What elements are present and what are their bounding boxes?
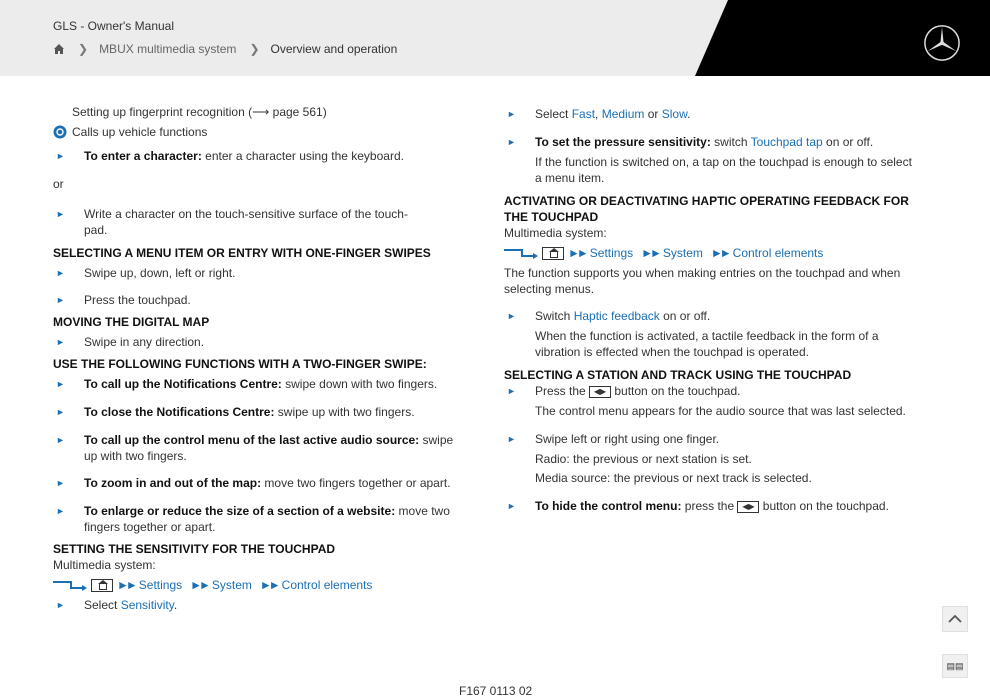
forward-arrows-icon: ►► bbox=[568, 246, 586, 260]
mercedes-star-logo bbox=[923, 24, 961, 62]
bold-label: To hide the control menu: bbox=[535, 499, 682, 513]
list-item bbox=[53, 334, 463, 350]
multimedia-system-label: Multimedia system: bbox=[53, 558, 156, 572]
bullet-arrow-icon: ► bbox=[507, 137, 516, 147]
fingerprint-line: Setting up fingerprint recognition (⟶ page 561) bbox=[72, 105, 327, 119]
list-item bbox=[504, 431, 918, 486]
item-text: swipe down with two fingers. bbox=[281, 377, 438, 391]
forward-arrows-icon: ►► bbox=[117, 578, 135, 592]
forward-arrows-icon: ►► bbox=[259, 578, 278, 592]
bullet-arrow-icon: ► bbox=[56, 151, 65, 161]
multimedia-system-label: Multimedia system: bbox=[504, 226, 607, 240]
bullet-arrow-icon: ► bbox=[56, 295, 65, 305]
sensitivity-link[interactable]: Sensitivity bbox=[120, 598, 174, 612]
bullet-arrow-icon: ► bbox=[507, 311, 516, 321]
list-item bbox=[504, 308, 918, 360]
option-slow[interactable]: Slow bbox=[661, 107, 688, 121]
item-note: Radio: the previous or next station is set. bbox=[535, 452, 752, 466]
list-item bbox=[53, 597, 463, 613]
item-text: Swipe up, down, left or right. bbox=[84, 266, 236, 280]
chevron-up-icon bbox=[943, 607, 967, 631]
bold-label: To enlarge or reduce the size of a section of a website: bbox=[84, 504, 396, 518]
forward-arrows-icon: ►► bbox=[710, 246, 729, 260]
bullet-arrow-icon: ► bbox=[507, 386, 516, 396]
bullet-arrow-icon: ► bbox=[507, 501, 516, 511]
forward-arrows-icon: ►► bbox=[641, 246, 659, 260]
bullet-arrow-icon: ► bbox=[56, 435, 65, 445]
list-item bbox=[53, 376, 463, 392]
item-text: Select bbox=[84, 598, 121, 612]
path-system[interactable]: System bbox=[662, 246, 703, 260]
item-text: on or off. bbox=[822, 135, 874, 149]
menu-path bbox=[504, 245, 918, 261]
item-text: enter a character using the keyboard. bbox=[201, 149, 404, 163]
bullet-arrow-icon: ► bbox=[507, 434, 516, 444]
chevron-right-icon: ❯ bbox=[78, 42, 89, 56]
menu-path-arrow-icon bbox=[504, 247, 538, 259]
list-item bbox=[504, 383, 918, 419]
item-note: Media source: the previous or next track is selected. bbox=[535, 471, 812, 485]
item-text: Press the touchpad. bbox=[84, 293, 191, 307]
list-item bbox=[53, 265, 463, 281]
item-text: press the bbox=[681, 499, 738, 513]
item-text: button on the touchpad. bbox=[611, 384, 741, 398]
list-item bbox=[53, 148, 463, 164]
right-column bbox=[504, 104, 918, 514]
touchpad-tap-link[interactable]: Touchpad tap bbox=[750, 135, 823, 149]
menu-path-arrow-icon bbox=[53, 579, 87, 591]
chevron-right-icon: ❯ bbox=[249, 42, 260, 56]
list-item bbox=[53, 475, 463, 491]
section-heading: MOVING THE DIGITAL MAP bbox=[53, 315, 210, 329]
home-icon[interactable] bbox=[53, 43, 65, 55]
item-note: If the function is switched on, a tap on the touchpad is enough to select a menu item. bbox=[535, 155, 912, 185]
bullet-arrow-icon: ► bbox=[56, 407, 65, 417]
item-text: or bbox=[644, 107, 662, 121]
bullet-arrow-icon: ► bbox=[56, 478, 65, 488]
item-note: The control menu appears for the audio source that was last selected. bbox=[535, 404, 906, 418]
item-text: move two fingers together or apart. bbox=[84, 504, 450, 534]
item-text: Swipe in any direction. bbox=[84, 335, 205, 349]
breadcrumb-mbux[interactable]: MBUX multimedia system bbox=[99, 42, 237, 56]
bullet-arrow-icon: ► bbox=[507, 109, 516, 119]
list-item bbox=[504, 498, 918, 514]
breadcrumb bbox=[53, 42, 397, 56]
section-heading: SELECTING A STATION AND TRACK USING THE TOUCHPAD bbox=[504, 368, 852, 382]
item-note: When the function is activated, a tactile feedback in the form of a vibration is effected when the touchpad is operated. bbox=[535, 329, 879, 359]
breadcrumb-current[interactable]: Overview and operation bbox=[270, 42, 398, 56]
bold-label: To set the pressure sensitivity: bbox=[535, 135, 711, 149]
bold-label: To enter a character: bbox=[84, 149, 202, 163]
supports-text: The function supports you when making entries on the touchpad and when selecting menus. bbox=[504, 266, 901, 296]
haptic-feedback-link[interactable]: Haptic feedback bbox=[573, 309, 660, 323]
item-text: , bbox=[595, 107, 602, 121]
left-column bbox=[53, 104, 463, 613]
path-control-elements[interactable]: Control elements bbox=[281, 578, 373, 592]
home-button-icon bbox=[91, 579, 113, 592]
path-settings[interactable]: Settings bbox=[138, 578, 183, 592]
header-bar bbox=[0, 0, 990, 76]
bullet-arrow-icon: ► bbox=[56, 379, 65, 389]
section-heading: SELECTING A MENU ITEM OR ENTRY WITH ONE-FINGER SWIPES bbox=[53, 246, 431, 260]
path-system[interactable]: System bbox=[211, 578, 252, 592]
skip-button-icon: ◀▶ bbox=[737, 501, 759, 513]
section-heading: USE THE FOLLOWING FUNCTIONS WITH A TWO-FINGER SWIPE: bbox=[53, 357, 427, 371]
pdf-button[interactable] bbox=[942, 654, 968, 678]
list-item bbox=[53, 292, 463, 308]
list-item bbox=[53, 432, 463, 464]
vehicle-functions-line bbox=[53, 124, 463, 140]
option-medium[interactable]: Medium bbox=[601, 107, 645, 121]
forward-arrows-icon: ►► bbox=[190, 578, 208, 592]
path-settings[interactable]: Settings bbox=[589, 246, 634, 260]
list-item bbox=[504, 134, 918, 186]
home-button-icon bbox=[542, 247, 564, 260]
item-text: Swipe left or right using one finger. bbox=[535, 432, 720, 446]
scroll-to-top-button[interactable] bbox=[942, 606, 968, 632]
list-item bbox=[53, 503, 463, 535]
bold-label: To call up the control menu of the last active audio source: bbox=[84, 433, 420, 447]
item-text: move two fingers together or apart. bbox=[261, 476, 451, 490]
figure-code: F167 0113 02 bbox=[459, 684, 533, 698]
item-text: Select bbox=[535, 107, 572, 121]
section-heading: ACTIVATING OR DEACTIVATING HAPTIC OPERATING FEEDBACK FOR THE TOUCHPAD bbox=[504, 194, 909, 224]
vehicle-functions-icon bbox=[53, 125, 67, 139]
item-text: swipe up with two fingers. bbox=[274, 405, 415, 419]
bullet-arrow-icon: ► bbox=[56, 506, 65, 516]
vehicle-functions-text: Calls up vehicle functions bbox=[72, 125, 208, 139]
item-text: Switch bbox=[535, 309, 574, 323]
bold-label: To zoom in and out of the map: bbox=[84, 476, 262, 490]
skip-button-icon: ◀▶ bbox=[589, 386, 611, 398]
item-text: Press the bbox=[535, 384, 590, 398]
bold-label: To close the Notifications Centre: bbox=[84, 405, 275, 419]
item-text: switch bbox=[710, 135, 751, 149]
manual-title: GLS - Owner's Manual bbox=[53, 19, 175, 33]
bullet-arrow-icon: ► bbox=[56, 209, 65, 219]
item-text: on or off. bbox=[659, 309, 711, 323]
item-text: swipe up with two fingers. bbox=[84, 433, 454, 463]
list-item bbox=[504, 106, 918, 122]
item-text: . bbox=[687, 107, 691, 121]
pdf-icon: ▤▤ bbox=[946, 661, 964, 671]
item-text: . bbox=[173, 598, 178, 612]
list-item bbox=[53, 206, 463, 238]
bullet-arrow-icon: ► bbox=[56, 600, 65, 610]
item-text: Write a character on the touch-sensitive surface of the touch-pad. bbox=[84, 207, 408, 237]
section-heading: SETTING THE SENSITIVITY FOR THE TOUCHPAD bbox=[53, 542, 336, 556]
bold-label: To call up the Notifications Centre: bbox=[84, 377, 282, 391]
or-text: or bbox=[53, 177, 64, 191]
option-fast[interactable]: Fast bbox=[571, 107, 596, 121]
bullet-arrow-icon: ► bbox=[56, 337, 65, 347]
bullet-arrow-icon: ► bbox=[56, 268, 65, 278]
list-item bbox=[53, 404, 463, 420]
path-control-elements[interactable]: Control elements bbox=[732, 246, 824, 260]
menu-path bbox=[53, 577, 463, 593]
item-text: button on the touchpad. bbox=[759, 499, 889, 513]
